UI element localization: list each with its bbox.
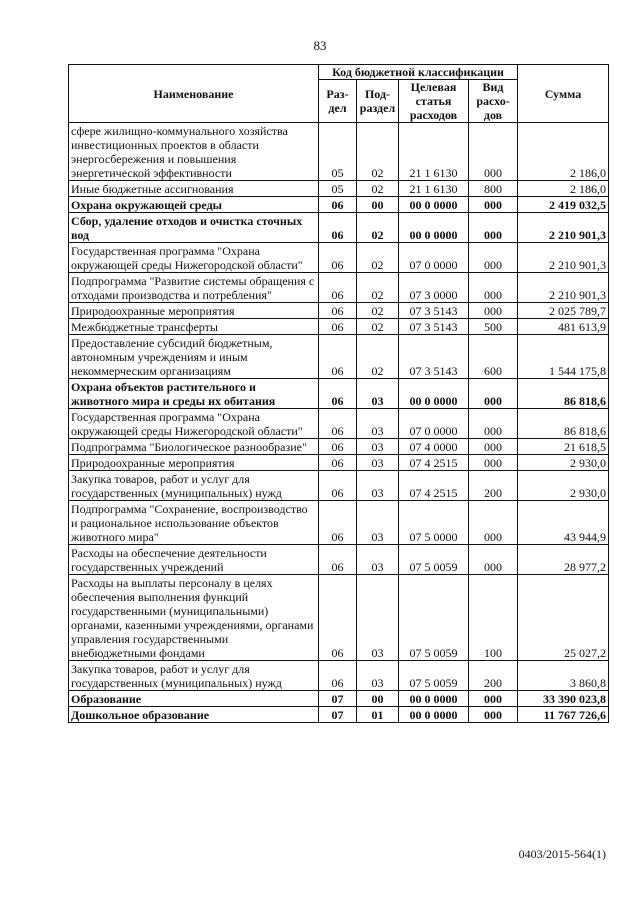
table-row: [69, 123, 609, 181]
row-name: Государственная программа "Охрана окружающей среды Нижегородской области": [69, 409, 319, 439]
row-sum: 21 618,5: [518, 439, 609, 455]
row-razdel: 07: [319, 691, 357, 707]
row-podrazdel: 02: [357, 213, 399, 243]
row-name: Образование: [69, 691, 319, 707]
row-vid: 800: [469, 181, 518, 197]
table-row: [69, 379, 609, 409]
row-target: 21 1 6130: [399, 181, 469, 197]
row-podrazdel: 03: [357, 661, 399, 691]
row-podrazdel: 02: [357, 319, 399, 335]
row-vid: 600: [469, 335, 518, 379]
row-name: Межбюджетные трансферты: [69, 319, 319, 335]
row-target: 00 0 0000: [399, 691, 469, 707]
row-vid: 000: [469, 439, 518, 455]
row-podrazdel: 00: [357, 197, 399, 213]
header-vid: Вид расхо- дов: [469, 80, 518, 123]
row-name: Расходы на выплаты персоналу в целях обеспечения выполнения функций государственными (муниципальными) органами, казенными учреждениями, органами управления государственными внебюджетными фондами: [69, 575, 319, 661]
row-target: 07 5 0059: [399, 545, 469, 575]
budget-table: [68, 64, 609, 723]
row-vid: 000: [469, 545, 518, 575]
row-sum: 28 977,2: [518, 545, 609, 575]
row-razdel: 06: [319, 455, 357, 471]
row-name: Расходы на обеспечение деятельности государственных учреждений: [69, 545, 319, 575]
header-code-group: Код бюджетной классификации: [319, 65, 518, 80]
row-name: Природоохранные мероприятия: [69, 303, 319, 319]
budget-table-body: [69, 123, 609, 723]
row-razdel: 06: [319, 471, 357, 501]
row-vid: 000: [469, 273, 518, 303]
table-row: [69, 213, 609, 243]
row-target: 07 0 0000: [399, 409, 469, 439]
row-name: Иные бюджетные ассигнования: [69, 181, 319, 197]
row-vid: 000: [469, 409, 518, 439]
header-name: Наименование: [69, 65, 319, 123]
document-code: 0403/2015-564(1): [518, 847, 606, 861]
row-target: 07 4 2515: [399, 471, 469, 501]
table-row: [69, 319, 609, 335]
row-target: 00 0 0000: [399, 197, 469, 213]
row-target: 00 0 0000: [399, 379, 469, 409]
row-sum: 2 419 032,5: [518, 197, 609, 213]
row-razdel: 06: [319, 197, 357, 213]
row-name: Предоставление субсидий бюджетным, автономным учреждениям и иным некоммерческим организациям: [69, 335, 319, 379]
row-vid: 500: [469, 319, 518, 335]
row-podrazdel: 03: [357, 471, 399, 501]
row-podrazdel: 03: [357, 379, 399, 409]
row-podrazdel: 03: [357, 501, 399, 545]
table-row: [69, 439, 609, 455]
row-name: Охрана окружающей среды: [69, 197, 319, 213]
row-sum: 1 544 175,8: [518, 335, 609, 379]
row-podrazdel: 02: [357, 303, 399, 319]
row-sum: 2 025 789,7: [518, 303, 609, 319]
table-row: [69, 409, 609, 439]
row-target: 07 4 0000: [399, 439, 469, 455]
row-name: Охрана объектов растительного и животного мира и среды их обитания: [69, 379, 319, 409]
row-sum: 86 818,6: [518, 409, 609, 439]
row-vid: 100: [469, 575, 518, 661]
row-razdel: 07: [319, 707, 357, 723]
row-razdel: 06: [319, 319, 357, 335]
row-name: Подпрограмма "Развитие системы обращения с отходами производства и потребления": [69, 273, 319, 303]
row-vid: 200: [469, 661, 518, 691]
row-razdel: 06: [319, 409, 357, 439]
row-name: Государственная программа "Охрана окружающей среды Нижегородской области": [69, 243, 319, 273]
row-razdel: 05: [319, 181, 357, 197]
table-row: [69, 707, 609, 723]
row-vid: 000: [469, 501, 518, 545]
row-name: Сбор, удаление отходов и очистка сточных вод: [69, 213, 319, 243]
row-target: 07 3 5143: [399, 303, 469, 319]
row-razdel: 06: [319, 501, 357, 545]
row-vid: 000: [469, 455, 518, 471]
table-row: [69, 243, 609, 273]
row-name: сфере жилищно-коммунального хозяйства инвестиционных проектов в области энергосбережения и повышения энергетической эффективности: [69, 123, 319, 181]
row-name: Дошкольное образование: [69, 707, 319, 723]
row-razdel: 06: [319, 243, 357, 273]
row-razdel: 06: [319, 273, 357, 303]
table-row: [69, 575, 609, 661]
header-sum: Сумма: [518, 65, 609, 123]
row-razdel: 06: [319, 303, 357, 319]
header-razdel: Раз- дел: [319, 80, 357, 123]
row-razdel: 05: [319, 123, 357, 181]
row-razdel: 06: [319, 439, 357, 455]
row-podrazdel: 02: [357, 181, 399, 197]
table-row: [69, 181, 609, 197]
row-sum: 43 944,9: [518, 501, 609, 545]
row-vid: 000: [469, 707, 518, 723]
row-sum: 2 930,0: [518, 455, 609, 471]
row-target: 07 3 5143: [399, 335, 469, 379]
table-row: [69, 303, 609, 319]
row-sum: 481 613,9: [518, 319, 609, 335]
row-target: 07 4 2515: [399, 455, 469, 471]
row-target: 07 5 0000: [399, 501, 469, 545]
row-razdel: 06: [319, 661, 357, 691]
header-podrazdel: Под- раздел: [357, 80, 399, 123]
row-name: Закупка товаров, работ и услуг для государственных (муниципальных) нужд: [69, 471, 319, 501]
row-podrazdel: 03: [357, 575, 399, 661]
row-razdel: 06: [319, 575, 357, 661]
table-row: [69, 273, 609, 303]
row-razdel: 06: [319, 335, 357, 379]
table-row: [69, 471, 609, 501]
row-podrazdel: 03: [357, 455, 399, 471]
row-target: 07 5 0059: [399, 575, 469, 661]
row-name: Подпрограмма "Биологическое разнообразие": [69, 439, 319, 455]
row-vid: 000: [469, 379, 518, 409]
table-row: [69, 335, 609, 379]
row-sum: 2 186,0: [518, 123, 609, 181]
row-target: 00 0 0000: [399, 213, 469, 243]
row-sum: 2 186,0: [518, 181, 609, 197]
row-sum: 25 027,2: [518, 575, 609, 661]
row-sum: 2 210 901,3: [518, 243, 609, 273]
row-razdel: 06: [319, 545, 357, 575]
row-sum: 86 818,6: [518, 379, 609, 409]
row-razdel: 06: [319, 213, 357, 243]
row-sum: 2 210 901,3: [518, 273, 609, 303]
row-podrazdel: 03: [357, 409, 399, 439]
row-vid: 000: [469, 691, 518, 707]
row-name: Природоохранные мероприятия: [69, 455, 319, 471]
page-number: 83: [313, 38, 327, 53]
row-sum: 11 767 726,6: [518, 707, 609, 723]
header-target: Целевая статья расходов: [399, 80, 469, 123]
row-target: 07 0 0000: [399, 243, 469, 273]
row-target: 07 3 5143: [399, 319, 469, 335]
row-podrazdel: 02: [357, 335, 399, 379]
table-row: [69, 545, 609, 575]
row-target: 07 5 0059: [399, 661, 469, 691]
table-row: [69, 661, 609, 691]
row-name: Подпрограмма "Сохранение, воспроизводство и рациональное использование объектов животного мира": [69, 501, 319, 545]
row-podrazdel: 03: [357, 439, 399, 455]
row-target: 07 3 0000: [399, 273, 469, 303]
row-podrazdel: 02: [357, 123, 399, 181]
row-podrazdel: 00: [357, 691, 399, 707]
table-row: [69, 455, 609, 471]
row-target: 00 0 0000: [399, 707, 469, 723]
row-razdel: 06: [319, 379, 357, 409]
row-podrazdel: 01: [357, 707, 399, 723]
table-row: [69, 197, 609, 213]
row-vid: 000: [469, 303, 518, 319]
row-podrazdel: 02: [357, 273, 399, 303]
table-row: [69, 691, 609, 707]
row-sum: 2 210 901,3: [518, 213, 609, 243]
table-row: [69, 501, 609, 545]
row-vid: 000: [469, 197, 518, 213]
row-sum: 3 860,8: [518, 661, 609, 691]
row-podrazdel: 03: [357, 545, 399, 575]
row-vid: 200: [469, 471, 518, 501]
row-vid: 000: [469, 213, 518, 243]
row-vid: 000: [469, 123, 518, 181]
row-sum: 2 930,0: [518, 471, 609, 501]
row-sum: 33 390 023,8: [518, 691, 609, 707]
row-podrazdel: 02: [357, 243, 399, 273]
row-target: 21 1 6130: [399, 123, 469, 181]
row-vid: 000: [469, 243, 518, 273]
row-name: Закупка товаров, работ и услуг для государственных (муниципальных) нужд: [69, 661, 319, 691]
